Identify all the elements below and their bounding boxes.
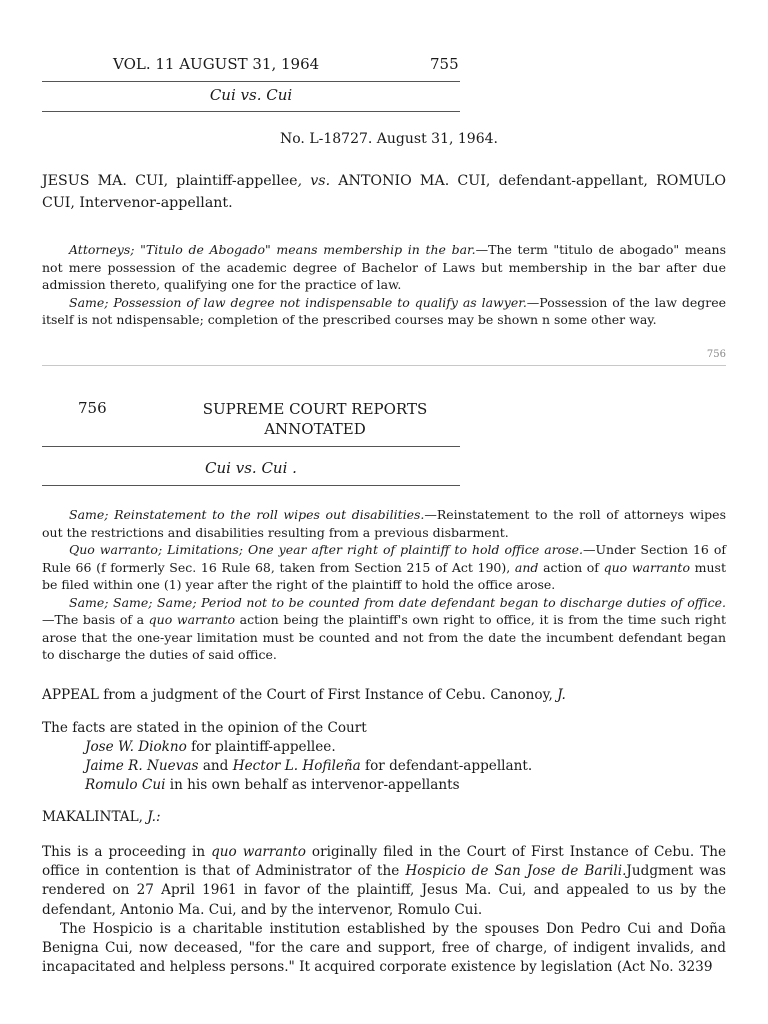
header-divider xyxy=(42,111,460,112)
case-number: No. L-18727. August 31, 1964. xyxy=(280,131,498,147)
syllabus-page2 xyxy=(42,506,726,664)
header-divider xyxy=(42,81,460,82)
counsel-line: Romulo Cui in his own behalf as intervenor-appellants xyxy=(85,777,460,793)
syllabus-paragraph: Quo warranto; Limitations; One year after right of plaintiff to hold office arose.—Under Section 16 of Rule 66 (f formerly Sec. 16 Rule 68, taken from Section 215 of Act 190), and action of quo warranto must be filed within one (1) year after the right of the plaintiff to hold the office arose. xyxy=(42,542,726,592)
appeal-line: APPEAL from a judgment of the Court of First Instance of Cebu. Canonoy, J. xyxy=(42,687,566,703)
syllabus-paragraph: Same; Same; Same; Period not to be counted from date defendant began to discharge duties of office.—The basis of a quo warranto action being the plaintiff's own right to office, it is from the time such right arose that the one-year limitation must be counted and not from the date the incumbent defendant began to discharge the duties of said office. xyxy=(42,594,726,662)
counsel-line: Jose W. Diokno for plaintiff-appellee. xyxy=(85,739,336,755)
reporter-title-line2: ANNOTATED xyxy=(264,420,366,438)
syllabus-paragraph: Same; Possession of law degree not indispensable to qualify as lawyer.—Possession of the law degree itself is not ndispensable; completion of the prescribed courses may be shown n some other way. xyxy=(42,294,726,327)
case-short-title: Cui vs. Cui . xyxy=(205,459,297,477)
case-short-title: Cui vs. Cui xyxy=(209,86,293,104)
volume-date-line: VOL. 11 AUGUST 31, 1964 xyxy=(113,55,320,73)
page-number: 755 xyxy=(430,55,459,73)
counsel-list xyxy=(85,738,725,795)
counsel-line: Jaime R. Nuevas and Hector L. Hofileña for defendant-appellant. xyxy=(85,758,533,774)
facts-line: The facts are stated in the opinion of the Court xyxy=(42,720,367,736)
header-divider xyxy=(42,485,460,486)
opinion-text xyxy=(42,843,726,977)
page-number: 756 xyxy=(78,399,107,417)
ponente: MAKALINTAL, J.: xyxy=(42,809,161,825)
page-marker: 756 xyxy=(706,349,726,360)
reporter-title xyxy=(170,399,460,439)
page-break-line xyxy=(42,365,726,366)
header-divider xyxy=(42,446,460,447)
reporter-title-line1: SUPREME COURT REPORTS xyxy=(202,400,428,418)
opinion-paragraph: This is a proceeding in quo warranto originally filed in the Court of First Instance of Cebu. The office in contention is that of Administrator of the Hospicio de San Jose de Barili.Judgment was rendered on 27 April 1961 in favor of the plaintiff, Jesus Ma. Cui, and appealed to us by the defendant, Antonio Ma. Cui, and by the intervenor, Romulo Cui. xyxy=(42,844,727,918)
opinion-paragraph: The Hospicio is a charitable institution established by the spouses Don Pedro Cui and Doña Benigna Cui, now deceased, "for the care and support, free of charge, of indigent invalids, and incapacitated and helpless persons." It acquired corporate existence by legislation (Act No. 3239 xyxy=(42,920,726,976)
syllabus-page1 xyxy=(42,241,726,329)
syllabus-paragraph: Same; Reinstatement to the roll wipes out disabilities.—Reinstatement to the roll of attorneys wipes out the restrictions and disabilities resulting from a previous disbarment. xyxy=(42,507,726,540)
case-parties: JESUS MA. CUI, plaintiff-appellee, vs. ANTONIO MA. CUI, defendant-appellant, ROMULO CUI, Intervenor-appellant. xyxy=(42,173,726,211)
syllabus-paragraph: Attorneys; "Titulo de Abogado" means membership in the bar.—The term "titulo de abogado" means not mere possession of the academic degree of Bachelor of Laws but membership in the bar after due admission thereto, qualifying one for the practice of law. xyxy=(42,242,726,292)
